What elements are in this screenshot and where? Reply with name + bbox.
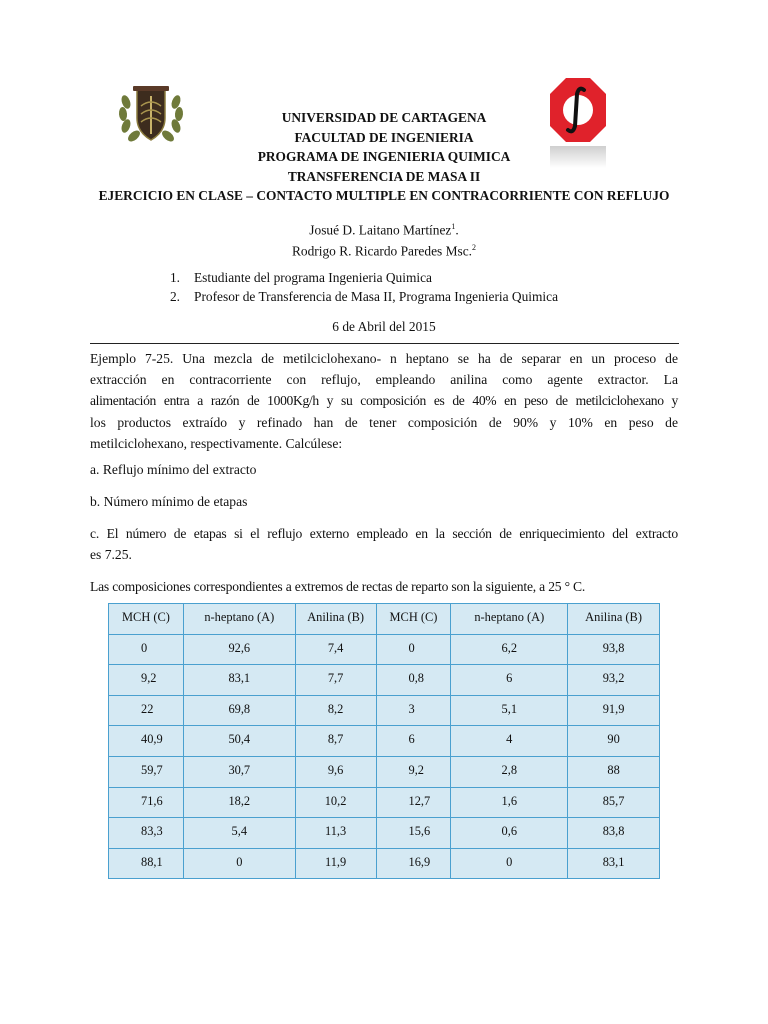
table-body bbox=[109, 634, 660, 879]
author-2: Rodrigo R. Ricardo Paredes Msc.$^2$ bbox=[291, 243, 476, 259]
document-date: 6 de Abril del 2015 bbox=[332, 319, 436, 334]
table-cell: 22 bbox=[109, 695, 184, 726]
table-cell: 83,1 bbox=[183, 665, 295, 696]
table-row bbox=[109, 726, 660, 757]
table-cell: 59,7 bbox=[109, 756, 184, 787]
table-cell: 6 bbox=[451, 665, 568, 696]
affiliation-item: 1. Estudiante del programa Ingenieria Quimica bbox=[169, 270, 432, 285]
column-header: n-heptano (A) bbox=[451, 604, 568, 635]
column-header: MCH (C) bbox=[109, 604, 184, 635]
table-cell: 11,3 bbox=[295, 818, 376, 849]
table-cell: 11,9 bbox=[295, 848, 376, 879]
table-cell: 50,4 bbox=[183, 726, 295, 757]
table-cell: 88,1 bbox=[109, 848, 184, 879]
table-cell: 92,6 bbox=[183, 634, 295, 665]
table-cell: 0 bbox=[376, 634, 451, 665]
column-header: n-heptano (A) bbox=[183, 604, 295, 635]
table-cell: 15,6 bbox=[376, 818, 451, 849]
table-cell: 83,1 bbox=[568, 848, 660, 879]
table-cell: 8,7 bbox=[295, 726, 376, 757]
header-divider bbox=[90, 343, 679, 344]
course-name: TRANSFERENCIA DE MASA II bbox=[287, 168, 481, 184]
table-row bbox=[109, 787, 660, 818]
table-cell: 40,9 bbox=[109, 726, 184, 757]
affiliations-list bbox=[150, 268, 618, 306]
table-cell: 4 bbox=[451, 726, 568, 757]
composition-table bbox=[108, 603, 660, 879]
table-cell: 0 bbox=[109, 634, 184, 665]
table-cell: 93,2 bbox=[568, 665, 660, 696]
column-header: MCH (C) bbox=[376, 604, 451, 635]
document-header bbox=[90, 108, 678, 206]
question-b: b. Número mínimo de etapas bbox=[90, 494, 248, 509]
table-header-row bbox=[109, 604, 660, 635]
table-cell: 7,7 bbox=[295, 665, 376, 696]
table-cell: 12,7 bbox=[376, 787, 451, 818]
table-row bbox=[109, 634, 660, 665]
table-cell: 90 bbox=[568, 726, 660, 757]
table-cell: 0 bbox=[451, 848, 568, 879]
table-row bbox=[109, 665, 660, 696]
table-cell: 5,1 bbox=[451, 695, 568, 726]
column-header: Anilina (B) bbox=[295, 604, 376, 635]
table-cell: 0,8 bbox=[376, 665, 451, 696]
table-cell: 6 bbox=[376, 726, 451, 757]
table-cell: 93,8 bbox=[568, 634, 660, 665]
table-cell: 2,8 bbox=[451, 756, 568, 787]
author-1: Josué D. Laitano Martínez$^1$. bbox=[309, 222, 459, 238]
table-cell: 6,2 bbox=[451, 634, 568, 665]
table-row bbox=[109, 818, 660, 849]
table-cell: 10,2 bbox=[295, 787, 376, 818]
table-cell: 83,3 bbox=[109, 818, 184, 849]
question-c-line: es 7.25. bbox=[90, 547, 132, 563]
table-cell: 91,9 bbox=[568, 695, 660, 726]
university-name: UNIVERSIDAD DE CARTAGENA bbox=[281, 110, 487, 125]
table-cell: 8,2 bbox=[295, 695, 376, 726]
table-cell: 9,6 bbox=[295, 756, 376, 787]
problem-statement bbox=[90, 348, 678, 454]
table-cell: 5,4 bbox=[183, 818, 295, 849]
problem-line: alimentación entra a razón de 1000Kg/h y su composición es de 40% en peso de metilciclohexano y bbox=[90, 393, 678, 409]
program-name: PROGRAMA DE INGENIERIA QUIMICA bbox=[257, 149, 511, 164]
authors-block bbox=[190, 218, 578, 261]
table-cell: 9,2 bbox=[109, 665, 184, 696]
table-cell: 0 bbox=[183, 848, 295, 879]
problem-line: extracción en contracorriente con reflujo, empleando anilina como agente extractor. La bbox=[90, 372, 678, 388]
table-cell: 85,7 bbox=[568, 787, 660, 818]
table-cell: 88 bbox=[568, 756, 660, 787]
table-cell: 7,4 bbox=[295, 634, 376, 665]
problem-line: los productos extraído y refinado han de tener composición de 90% y 10% en peso de bbox=[90, 414, 678, 430]
column-header: Anilina (B) bbox=[568, 604, 660, 635]
question-c bbox=[90, 523, 678, 565]
problem-line: metilciclohexano, respectivamente. Calcúlese: bbox=[90, 435, 343, 451]
table-cell: 30,7 bbox=[183, 756, 295, 787]
table-row bbox=[109, 848, 660, 879]
problem-line: Ejemplo 7-25. Una mezcla de metilciclohexano- n heptano se ha de separar en un proceso de bbox=[90, 351, 678, 366]
table-cell: 71,6 bbox=[109, 787, 184, 818]
table-cell: 69,8 bbox=[183, 695, 295, 726]
exercise-title: EJERCICIO EN CLASE – CONTACTO MULTIPLE EN CONTRACORRIENTE CON REFLUJO bbox=[98, 188, 670, 203]
question-a: a. Reflujo mínimo del extracto bbox=[90, 462, 257, 477]
table-cell: 1,6 bbox=[451, 787, 568, 818]
table-cell: 83,8 bbox=[568, 818, 660, 849]
table-cell: 0,6 bbox=[451, 818, 568, 849]
question-c-line: c. El número de etapas si el reflujo externo empleado en la sección de enriquecimiento del extracto bbox=[90, 526, 678, 541]
table-intro: Las composiciones correspondientes a extremos de rectas de reparto son la siguiente, a 25 ° C. bbox=[90, 579, 586, 594]
table-cell: 16,9 bbox=[376, 848, 451, 879]
faculty-name: FACULTAD DE INGENIERIA bbox=[294, 129, 474, 145]
table-cell: 9,2 bbox=[376, 756, 451, 787]
table-cell: 3 bbox=[376, 695, 451, 726]
table-row bbox=[109, 695, 660, 726]
table-row bbox=[109, 756, 660, 787]
table-cell: 18,2 bbox=[183, 787, 295, 818]
affiliation-item: 2. Profesor de Transferencia de Masa II, Programa Ingenieria Quimica bbox=[169, 289, 559, 304]
